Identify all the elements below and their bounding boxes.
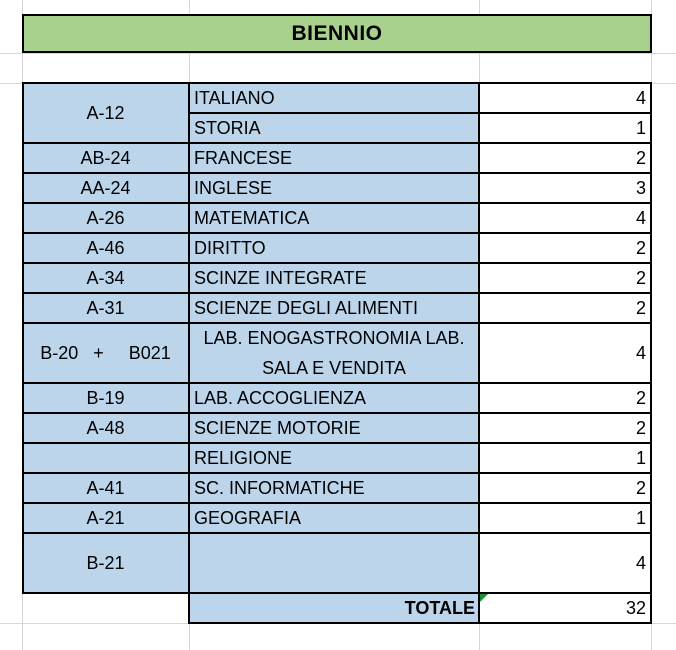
code-cell[interactable]: A-12 xyxy=(22,83,189,143)
hours-cell[interactable]: 2 xyxy=(635,147,646,168)
subject-cell[interactable]: SC. INFORMATICHE xyxy=(189,473,479,503)
table-border xyxy=(22,202,652,204)
hours-cell[interactable]: 4 xyxy=(635,87,646,108)
subject-cell[interactable]: LAB. ACCOGLIENZA xyxy=(189,383,479,413)
table-border xyxy=(22,82,24,594)
hours-cell[interactable]: 3 xyxy=(635,177,646,198)
total-label[interactable]: TOTALE xyxy=(189,593,479,623)
subject-cell[interactable]: LAB. ENOGASTRONOMIA LAB. SALA E VENDITA xyxy=(189,323,479,383)
subject-cell[interactable]: STORIA xyxy=(189,113,479,143)
subject-cell[interactable]: FRANCESE xyxy=(189,143,479,173)
hours-cell[interactable]: 1 xyxy=(635,117,646,138)
subject-cell[interactable] xyxy=(189,533,479,593)
subject-cell[interactable]: ITALIANO xyxy=(189,83,479,113)
hours-cell[interactable]: 4 xyxy=(635,342,646,363)
hours-cell[interactable]: 1 xyxy=(635,447,646,468)
code-cell[interactable]: A-26 xyxy=(22,203,189,233)
subject-cell[interactable]: SCIENZE MOTORIE xyxy=(189,413,479,443)
table-border xyxy=(22,292,652,294)
code-cell[interactable]: A-46 xyxy=(22,233,189,263)
table-border xyxy=(22,472,652,474)
code-cell[interactable]: B-20 + B021 xyxy=(22,323,189,383)
code-cell[interactable]: A-21 xyxy=(22,503,189,533)
code-cell[interactable]: AA-24 xyxy=(22,173,189,203)
subject-cell[interactable]: MATEMATICA xyxy=(189,203,479,233)
subject-cell[interactable]: SCIENZE DEGLI ALIMENTI xyxy=(189,293,479,323)
table-border xyxy=(189,112,652,114)
hours-cell[interactable]: 4 xyxy=(635,207,646,228)
code-cell[interactable]: A-41 xyxy=(22,473,189,503)
cell-comment-marker xyxy=(480,593,489,602)
hours-cell[interactable]: 2 xyxy=(635,417,646,438)
hours-cell[interactable]: 2 xyxy=(635,267,646,288)
subject-cell[interactable]: RELIGIONE xyxy=(189,443,479,473)
table-border xyxy=(22,502,652,504)
table-border xyxy=(22,142,652,144)
subject-cell[interactable]: GEOGRAFIA xyxy=(189,503,479,533)
gridline xyxy=(0,53,676,54)
section-title[interactable]: BIENNIO xyxy=(22,14,652,53)
total-value[interactable]: 32 xyxy=(625,597,646,618)
subject-cell[interactable]: INGLESE xyxy=(189,173,479,203)
code-cell[interactable]: A-31 xyxy=(22,293,189,323)
hours-cell[interactable]: 1 xyxy=(635,507,646,528)
code-cell[interactable]: B-19 xyxy=(22,383,189,413)
code-cell[interactable]: AB-24 xyxy=(22,143,189,173)
code-cell[interactable] xyxy=(22,443,189,473)
hours-cell[interactable]: 2 xyxy=(635,237,646,258)
table-border xyxy=(22,382,652,384)
table-border xyxy=(22,262,652,264)
table-border xyxy=(22,442,652,444)
hours-cell[interactable]: 2 xyxy=(635,477,646,498)
table-border xyxy=(22,82,652,84)
subject-cell[interactable]: DIRITTO xyxy=(189,233,479,263)
code-cell[interactable]: A-48 xyxy=(22,413,189,443)
hours-cell[interactable]: 4 xyxy=(635,552,646,573)
table-border xyxy=(22,532,652,534)
code-cell[interactable]: A-34 xyxy=(22,263,189,293)
table-border xyxy=(188,82,190,624)
table-border xyxy=(22,172,652,174)
hours-cell[interactable]: 2 xyxy=(635,387,646,408)
table-border xyxy=(22,232,652,234)
table-border xyxy=(478,82,480,624)
hours-cell[interactable]: 2 xyxy=(635,297,646,318)
table-border xyxy=(22,322,652,324)
subject-cell[interactable]: SCINZE INTEGRATE xyxy=(189,263,479,293)
code-cell[interactable]: B-21 xyxy=(22,533,189,593)
table-border xyxy=(22,412,652,414)
table-border xyxy=(22,592,652,594)
table-border xyxy=(650,82,652,624)
table-border xyxy=(189,622,652,624)
